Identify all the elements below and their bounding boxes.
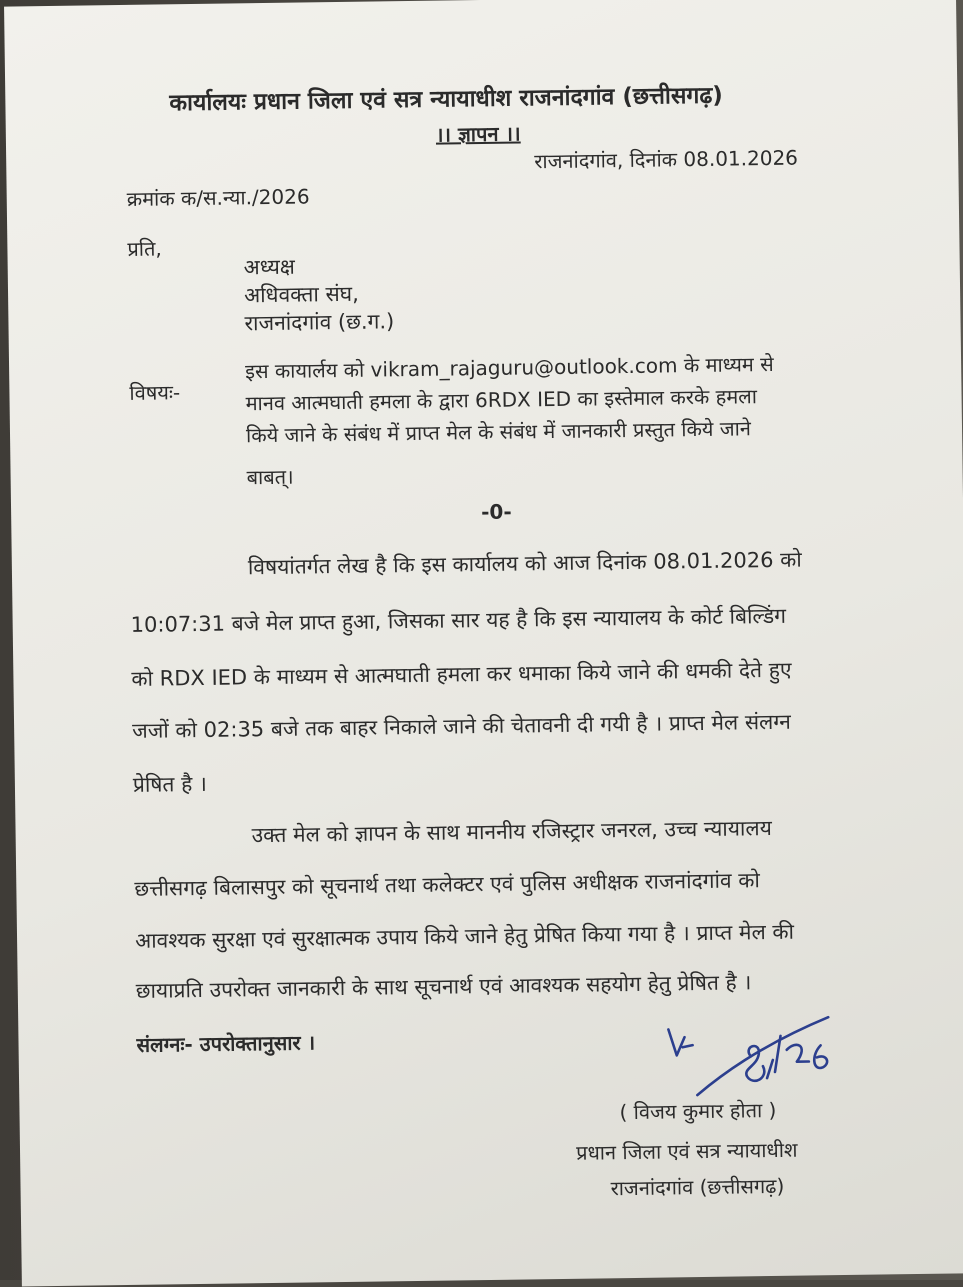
memo-title: ।। ज्ञापन ।। xyxy=(435,121,521,147)
signature-stroke xyxy=(767,1060,773,1078)
paragraph-2-line: छत्तीसगढ़ बिलासपुर को सूचनार्थ तथा कलेक्टर एवं पुलिस अधीक्षक राजनांदगांव को xyxy=(134,868,761,901)
subject-line: किये जाने के संबंध में प्राप्त मेल के संबंध में जानकारी प्रस्तुत किये जाने xyxy=(245,416,752,448)
recipient-line-3: राजनांदगांव (छ.ग.) xyxy=(244,309,395,336)
paragraph-2-line: उक्त मेल को ज्ञापन के साथ माननीय रजिस्ट्रार जनरल, उच्च न्यायालय xyxy=(251,816,772,848)
signature-stroke xyxy=(668,1029,684,1055)
recipient-line-2: अधिवक्ता संघ, xyxy=(243,281,359,308)
signatory-place: राजनांदगांव (छत्तीसगढ़) xyxy=(610,1173,785,1201)
subject-line: बाबत्। xyxy=(246,464,294,490)
recipient-line-1: अध्यक्ष xyxy=(243,254,296,280)
signatory-designation: प्रधान जिला एवं सत्र न्यायाधीश xyxy=(575,1137,798,1165)
to-label: प्रति, xyxy=(127,236,162,261)
subject-line: इस कायार्लय को vikram_rajaguru@outlook.com के माध्यम से xyxy=(244,351,774,384)
paragraph-1-line: प्रेषित है । xyxy=(132,771,208,797)
paragraph-1-line: 10:07:31 बजे मेल प्राप्त हुआ, जिसका सार यह है कि इस न्यायालय के कोर्ट बिल्डिंग xyxy=(130,603,787,637)
reference-number: क्रमांक क/स.न्या./2026 xyxy=(126,184,310,211)
signatory-name: ( विजय कुमार होता ) xyxy=(619,1097,777,1125)
signature-stroke xyxy=(787,1045,809,1062)
subject-line: मानव आत्मघाती हमला के द्वारा 6RDX IED का इस्तेमाल करके हमला xyxy=(245,384,758,416)
paragraph-2-line: छायाप्रति उपरोक्त जानकारी के साथ सूचनार्थ एवं आवश्यक सहयोग हेतु प्रेषित है । xyxy=(135,970,752,1003)
paragraph-1-line: विषयांतर्गत लेख है कि इस कार्यालय को आज दिनांक 08.01.2026 को xyxy=(247,547,802,580)
place-date: राजनांदगांव, दिनांक 08.01.2026 xyxy=(534,145,799,174)
memo-sheet xyxy=(4,0,963,1287)
handwritten-signature xyxy=(658,1005,859,1098)
signature-stroke xyxy=(814,1045,827,1068)
signature-stroke xyxy=(696,1017,829,1095)
paragraph-2-line: आवश्यक सुरक्षा एवं सुरक्षात्मक उपाय किये जाने हेतु प्रेषित किया गया है । प्राप्त मेल की xyxy=(134,919,795,953)
signature-stroke xyxy=(683,1045,693,1047)
paragraph-1-line: जजों को 02:35 बजे तक बाहर निकाले जाने की चेतावनी दी गयी है । प्राप्त मेल संलग्न xyxy=(132,709,792,743)
separator: -0- xyxy=(480,499,512,525)
enclosure-note: संलग्नः- उपरोक्तानुसार । xyxy=(136,1030,316,1057)
subject-label: विषयः- xyxy=(129,380,181,405)
office-heading: कार्यालयः प्रधान जिला एवं सत्र न्यायाधीश राजनांदगांव (छत्तीसगढ़) xyxy=(169,82,723,117)
paragraph-1-line: को RDX IED के माध्यम से आत्मघाती हमला कर धमाका किये जाने की धमकी देते हुए xyxy=(131,657,792,691)
